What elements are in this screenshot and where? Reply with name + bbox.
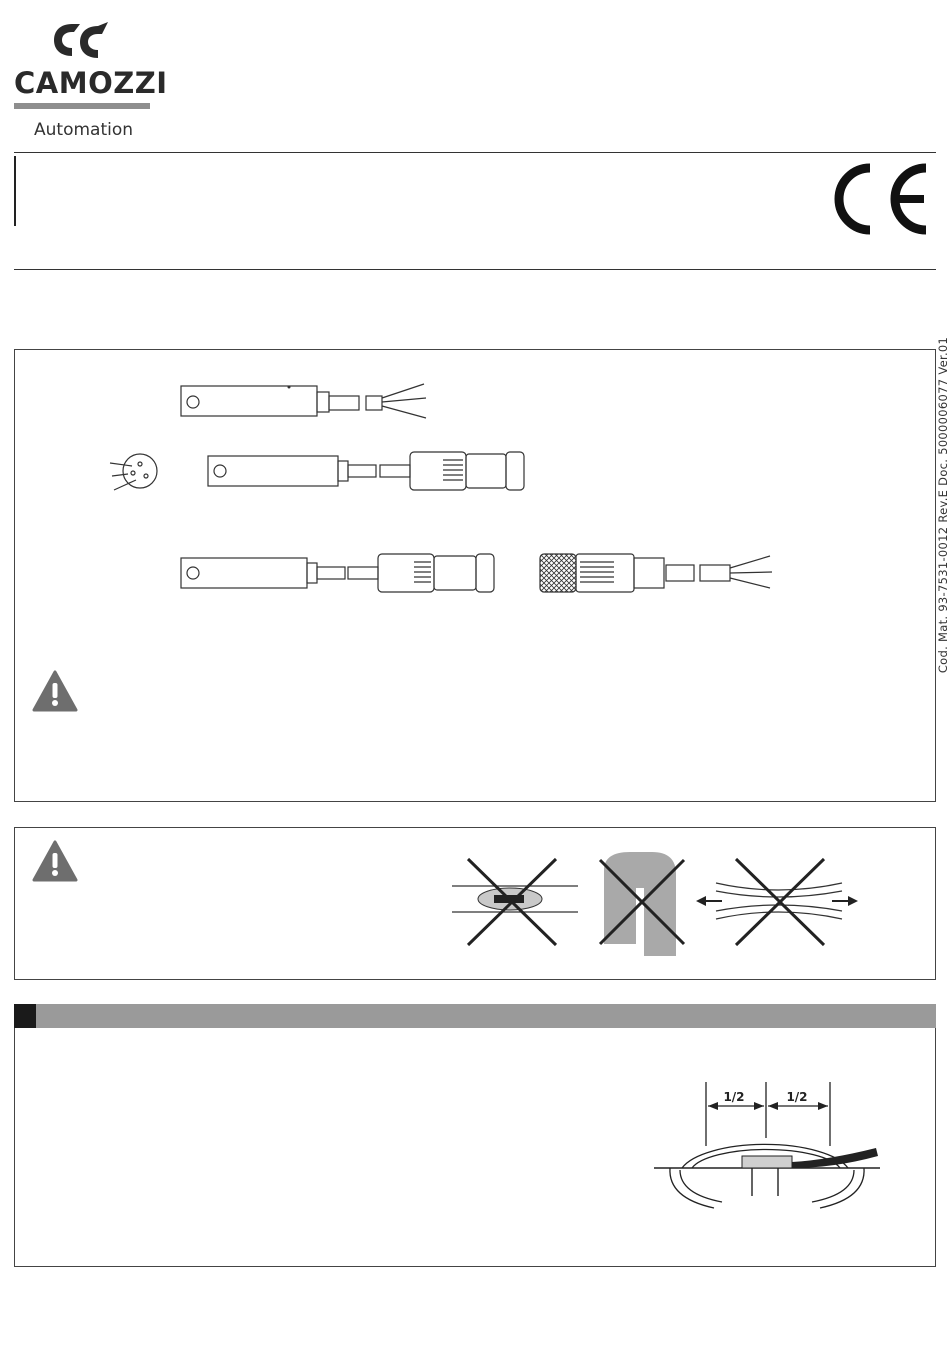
section-marker (14, 1004, 36, 1028)
camozzi-logo-mark (50, 20, 114, 62)
title-accent-line (14, 156, 16, 226)
extension-cable-drawing (534, 548, 782, 598)
warning-icon (32, 840, 78, 882)
mounting-left-label: 1/2 (723, 1090, 745, 1104)
warning-icon (32, 670, 78, 712)
title-frame (14, 152, 936, 270)
do-not-bend-sensor-icon (596, 848, 686, 956)
sensor-with-connector-drawing (108, 446, 538, 496)
brand-underline (14, 103, 150, 109)
section-header-bar (14, 1004, 936, 1028)
ce-mark-icon (826, 160, 930, 238)
mounting-right-label: 1/2 (786, 1090, 808, 1104)
document-code: Cod. Mat. 93-7531-0012 Rev.E Doc. 5000006077 Ver.01 (936, 336, 950, 674)
sensor-with-extension-drawing (176, 548, 536, 598)
brand-subtitle: Automation (34, 120, 134, 140)
do-not-clamp-sensor-icon (448, 855, 582, 951)
sensor-mounting-diagram (648, 1076, 886, 1216)
brand-name: CAMOZZI (14, 66, 168, 100)
sensor-with-cable-drawing (176, 378, 436, 424)
do-not-pull-cable-icon (692, 855, 862, 951)
